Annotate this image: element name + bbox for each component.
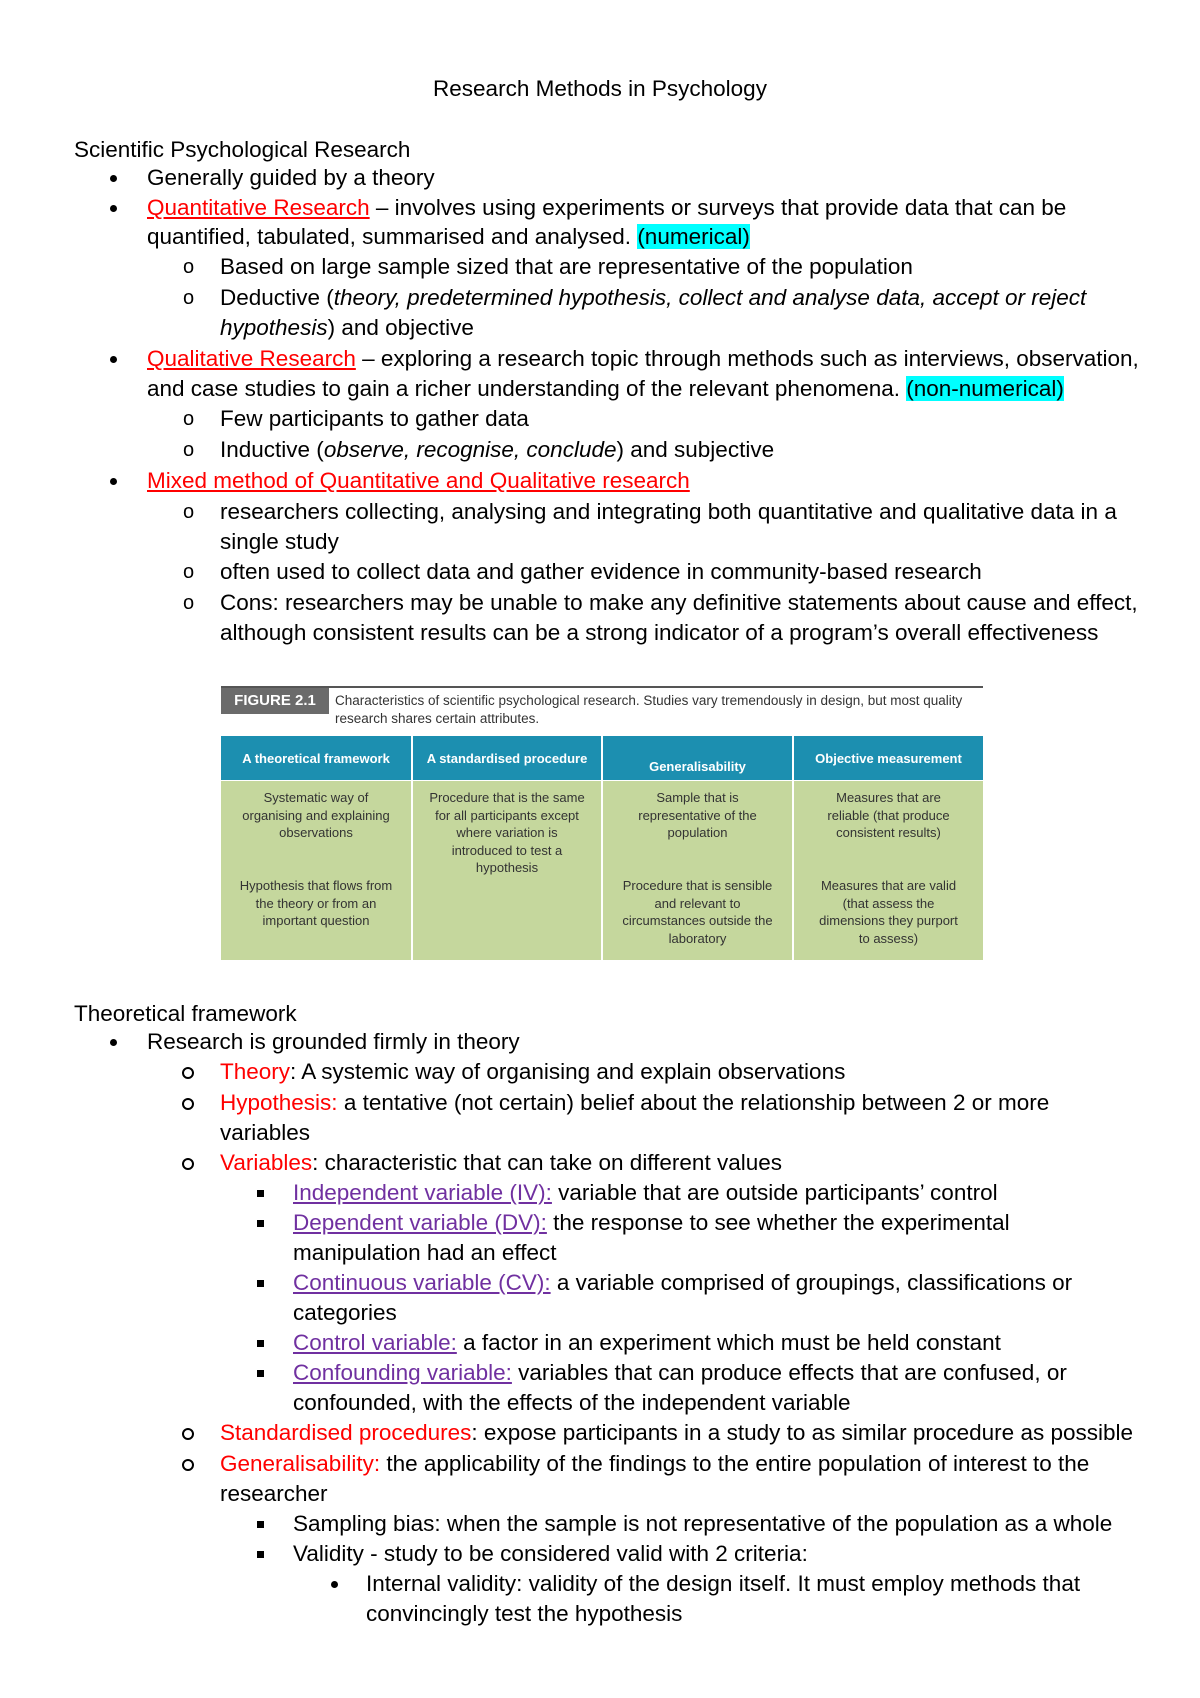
figure-column-theoretical (221, 736, 411, 960)
list-item-grounded: Research is grounded firmly in theory (147, 1029, 520, 1054)
mixed-method-link[interactable]: Mixed method of Quantitative and Qualitative research (147, 468, 690, 493)
figure-column-objective (794, 736, 983, 960)
figure-column-header: A standardised procedure (413, 736, 601, 780)
square-bullet-icon (257, 1220, 264, 1227)
sub-item-large-sample: Based on large sample sized that are representative of the population (220, 254, 913, 279)
square-bullet-icon (257, 1280, 264, 1287)
figure-column-standardised (413, 736, 601, 960)
item-internal-validity-cont: convincingly test the hypothesis (366, 1601, 683, 1626)
item-independent-variable: Independent variable (IV): variable that are outside participants’ control (293, 1180, 998, 1205)
item-control-variable: Control variable: a factor in an experiment which must be held constant (293, 1330, 1001, 1355)
section-heading-theoretical-framework: Theoretical framework (74, 1001, 297, 1026)
sub-bullet-icon (182, 1459, 194, 1471)
list-item-qualitative: Qualitative Research – exploring a research topic through methods such as interviews, observation, (147, 346, 1139, 371)
sub-bullet-icon (182, 1067, 194, 1079)
sub-item-deductive: Deductive (theory, predetermined hypothesis, collect and analyse data, accept or reject (220, 285, 1087, 310)
sub-bullet-icon (182, 1428, 194, 1440)
non-numerical-highlight: (non-numerical) (906, 376, 1064, 401)
list-item-mixed-method (147, 466, 690, 496)
confounding-variable-link[interactable]: Confounding variable: (293, 1360, 512, 1385)
figure-column-header: Objective measurement (794, 736, 983, 780)
sub-bullet-icon: o (183, 501, 195, 523)
quantitative-research-link[interactable]: Quantitative Research (147, 195, 370, 220)
sub-item-inductive: Inductive (observe, recognise, conclude) and subjective (220, 437, 775, 462)
figure-cell: Hypothesis that flows from the theory or from an important question (239, 878, 393, 928)
item-continuous-variable: Continuous variable (CV): a variable comprised of groupings, classifications or (293, 1270, 1073, 1295)
generalisability-term: Generalisability: (220, 1451, 381, 1476)
square-bullet-icon (257, 1190, 264, 1197)
hypothesis-term: Hypothesis: (220, 1090, 338, 1115)
figure-cell: Procedure that is sensible and relevant to circumstances outside the laboratory (622, 878, 773, 946)
sub-item-hypothesis-cont: variables (220, 1120, 311, 1145)
sub-item-variables: Variables: characteristic that can take on different values (220, 1150, 782, 1175)
sub-item-integrating-cont: single study (220, 529, 339, 554)
sub-item-generalisability: Generalisability: the applicability of the findings to the entire population of interest to the (220, 1451, 1090, 1476)
item-confounding-variable: Confounding variable: variables that can produce effects that are confused, or (293, 1360, 1067, 1385)
continuous-variable-link[interactable]: Continuous variable (CV): (293, 1270, 551, 1295)
sub-bullet-icon (182, 1158, 194, 1170)
figure-column-generalisability (603, 736, 792, 960)
square-bullet-icon (257, 1340, 264, 1347)
section-heading-scientific-research: Scientific Psychological Research (74, 137, 411, 162)
item-sampling-bias: Sampling bias: when the sample is not representative of the population as a whole (293, 1511, 1113, 1536)
figure-cell: Systematic way of organising and explaining observations (242, 790, 390, 840)
item-dependent-variable-cont: manipulation had an effect (293, 1240, 557, 1265)
figure-column-header: A theoretical framework (221, 736, 411, 780)
sub-item-cons: Cons: researchers may be unable to make any definitive statements about cause and effect, (220, 590, 1138, 615)
item-dependent-variable: Dependent variable (DV): the response to see whether the experimental (293, 1210, 1010, 1235)
document-title: Research Methods in Psychology (433, 76, 767, 101)
sub-bullet-icon: o (183, 592, 195, 614)
sub-item-cons-cont: although consistent results can be a strong indicator of a program’s overall effectiveness (220, 620, 1099, 645)
list-item-guided-by-theory: Generally guided by a theory (147, 165, 435, 190)
sub-item-hypothesis: Hypothesis: a tentative (not certain) belief about the relationship between 2 or more (220, 1090, 1050, 1115)
square-bullet-icon (257, 1551, 264, 1558)
figure-column-header: Generalisability (603, 736, 792, 780)
sub-item-few-participants: Few participants to gather data (220, 406, 529, 431)
sub-bullet-icon: o (183, 287, 195, 309)
bullet-icon (331, 1581, 338, 1588)
figure-cell: Measures that are valid (that assess the dimensions they purport to assess) (819, 878, 958, 946)
sub-bullet-icon: o (183, 408, 195, 430)
control-variable-link[interactable]: Control variable: (293, 1330, 457, 1355)
bullet-icon (110, 356, 117, 363)
independent-variable-link[interactable]: Independent variable (IV): (293, 1180, 552, 1205)
sub-item-theory: Theory: A systemic way of organising and explain observations (220, 1059, 846, 1084)
figure-table (221, 736, 983, 960)
item-validity: Validity - study to be considered valid with 2 criteria: (293, 1541, 808, 1566)
sub-item-generalisability-cont: researcher (220, 1481, 328, 1506)
bullet-icon (110, 205, 117, 212)
sub-item-community: often used to collect data and gather evidence in community-based research (220, 559, 982, 584)
standardised-term: Standardised procedures (220, 1420, 472, 1445)
figure-2-1 (221, 686, 983, 960)
sub-item-standardised: Standardised procedures: expose participants in a study to as similar procedure as possible (220, 1420, 1134, 1445)
figure-cell: Procedure that is the same for all participants except where variation is introduced to test a hypothesis (429, 790, 585, 875)
sub-item-integrating: researchers collecting, analysing and integrating both quantitative and qualitative data in a (220, 499, 1117, 524)
numerical-highlight: (numerical) (637, 224, 750, 249)
item-confounding-variable-cont: confounded, with the effects of the independent variable (293, 1390, 851, 1415)
bullet-icon (110, 175, 117, 182)
sub-bullet-icon (182, 1098, 194, 1110)
item-continuous-variable-cont: categories (293, 1300, 397, 1325)
figure-cell: Measures that are reliable (that produce consistent results) (827, 790, 950, 840)
square-bullet-icon (257, 1370, 264, 1377)
sub-bullet-icon: o (183, 439, 195, 461)
bullet-icon (110, 1039, 117, 1046)
dependent-variable-link[interactable]: Dependent variable (DV): (293, 1210, 547, 1235)
figure-label: FIGURE 2.1 (221, 688, 329, 714)
list-item-qualitative-cont: and case studies to gain a richer understanding of the relevant phenomena. (non-numerical) (147, 376, 1064, 401)
bullet-icon (110, 478, 117, 485)
list-item-quantitative: Quantitative Research – involves using experiments or surveys that provide data that can be (147, 195, 1067, 220)
figure-cell: Sample that is representative of the population (638, 790, 757, 840)
figure-caption: Characteristics of scientific psychological research. Studies vary tremendously in design, but most quality research shares certain attributes. (335, 693, 963, 726)
qualitative-research-link[interactable]: Qualitative Research (147, 346, 356, 371)
sub-bullet-icon: o (183, 256, 195, 278)
theory-term: Theory (220, 1059, 291, 1084)
item-internal-validity: Internal validity: validity of the design itself. It must employ methods that (366, 1571, 1081, 1596)
sub-item-deductive-cont: hypothesis) and objective (220, 315, 474, 340)
list-item-quantitative-cont: quantified, tabulated, summarised and analysed. (numerical) (147, 224, 750, 249)
variables-term: Variables (220, 1150, 313, 1175)
sub-bullet-icon: o (183, 561, 195, 583)
figure-rule (221, 686, 983, 688)
square-bullet-icon (257, 1521, 264, 1528)
